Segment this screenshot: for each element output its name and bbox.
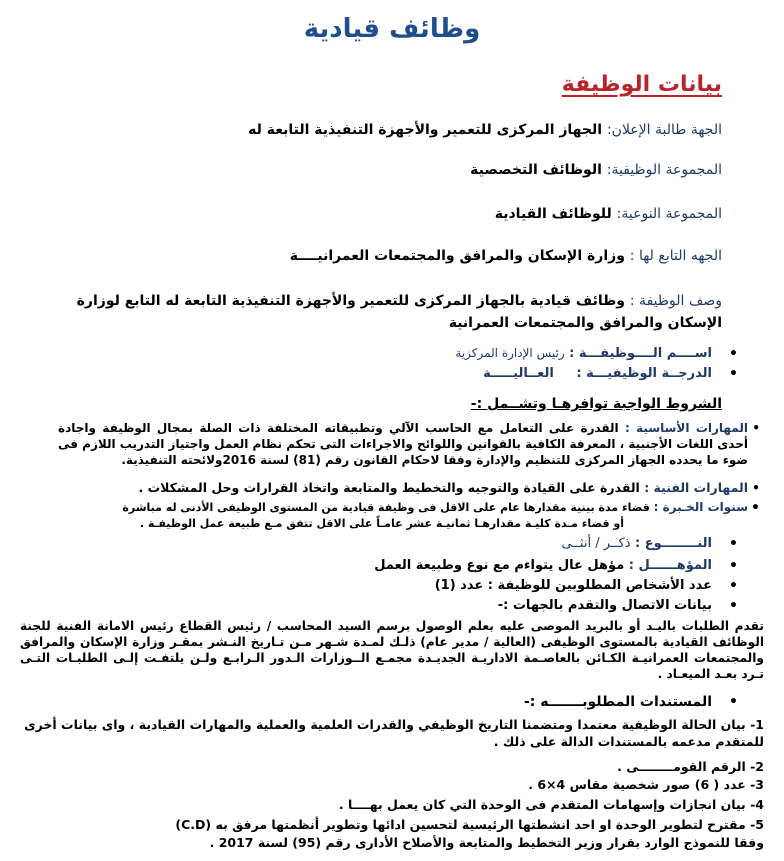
bullet-gender: • النــــــــوع : ذكــر / أنثــى — [561, 536, 738, 552]
bullet-icon: • — [729, 558, 738, 574]
basic-skills: • المهارات الأساسية : القدرة على التعامل مع الحاسب الآلي وتطبيقاته المختلفة ذات الصلة بمجال الوظيفة واجادة أحدى اللغات الأجنبية ، المعرفة الكافية بالقوانين واللوائح والاجراءات التى تحكم نظام العمل واجتياز التدريب اللازم فى ضوء ما يحدده الجهاز المركزى للتنظيم والإدارة وفقا لاحكام القانون رقم (81) لسنة 2016ولائحته التنفيذية. — [58, 421, 760, 467]
field-label: الجهة طالبة الإعلان: — [606, 122, 722, 138]
experience-line2: أو قضاء مـدة كليـة مقدارهـا ثمانيـة عشر عامـاً على الاقل تتفق مـع طبيعة عمل الوظيفـة . — [139, 517, 624, 530]
bullet-icon: • — [729, 536, 738, 552]
bullet-icon: • — [751, 500, 760, 516]
field-requesting-entity — [248, 122, 722, 138]
document-item-4: 4- بيان انجازات وإسهامات المتقدم فى الوحدة التي كان يعمل بهــــا . — [338, 797, 764, 812]
bullet-icon: • — [729, 694, 738, 710]
bullet-icon: • — [752, 480, 760, 495]
bullet-icon: • — [729, 366, 738, 382]
bullet-icon: • — [729, 346, 738, 362]
document-item-2: 2- الرقم القومــــــــى . — [617, 759, 764, 774]
job-description — [42, 290, 722, 334]
field-value: وزارة الإسكان والمرافق والمجتمعات العمرانيــــة — [289, 248, 625, 264]
page-title: وظائف قيادية — [303, 14, 481, 44]
bullet-docs-heading: • المستندات المطلوبـــــــه :- — [523, 694, 738, 710]
field-type-group — [495, 206, 722, 222]
bullet-contact-heading: • بيانات الاتصال والتقدم بالجهات :- — [497, 598, 738, 614]
bullet-job-name: • اســــم الــــوظيفـــة : رئيس الإدارة المركزية — [455, 346, 738, 362]
document-item-1: 1- بيان الحالة الوظيفية معتمدا ومتضمنا التاريخ الوظيفي والقدرات العلمية والعملية والمهارات القيادية ، واى بيانات أخرى للمتقدم مدعمه بالمستندات الدالة على ذلك . — [24, 717, 764, 749]
document-item-3: 3- عدد ( 6) صور شخصية مقاس 4×6 . — [528, 777, 764, 792]
description-value: وظائف قيادية بالجهاز المركزى للتعمير والأجهزة التنفيذية التابعة له التابع لوزارة الإسكان والمرافق والمجتمعات العمرانية — [76, 293, 722, 331]
field-label: المجموعة الوظيفية: — [606, 162, 722, 178]
technical-skills: • المهارات الفنية : القدرة على القيادة والتوجيه والتخطيط والمتابعة واتخاذ القرارات وحل المشكلات . — [138, 480, 760, 495]
field-label: المجموعة النوعية: — [616, 206, 722, 222]
conditions-heading: الشروط الواجبة توافرهـا وتشــمل :- — [470, 396, 722, 412]
description-label: وصف الوظيفة : — [629, 293, 722, 309]
bullet-job-grade: • الدرجــة الوظيفيـــة : العــاليـــــة — [483, 366, 738, 382]
experience: • سنوات الخـبرة : قضاء مدة بينية مقدارها عام على الاقل فى وظيفة قيادية من المستوى الوظيفى الأدنى له مباشرة — [122, 500, 760, 516]
field-value: الوظائف التخصصية — [470, 162, 602, 178]
field-value: للوظائف القيادية — [494, 206, 612, 222]
bullet-icon: • — [729, 578, 738, 594]
document-item-5: 5- مقترح لتطوير الوحدة او احد انشطتها الرئيسية لتحسين ادائها وتطوير أنظمتها مرفق به (C.D) — [175, 817, 764, 832]
bullet-count: • عدد الأشخاص المطلوبين للوظيفة : عدد (1) — [434, 578, 738, 594]
bullet-icon: • — [729, 598, 738, 614]
field-job-group — [470, 162, 722, 178]
contact-text: تقدم الطلبات باليـد أو بالبريد الموصى عليه بعلم الوصول برسم السيد المحاسب / رئيس القطاع رئيس الامانة الفنية للجنة الوظائف القيادية بالمستوى الوظيفى (العالية / مدير عام) ذلـك لمـدة شـهر مـن تـاريخ النـشر بمقـر وزارة الإسكان والمرافق والمجتمعات العمرانيـة الكـائن بالعاصـمة الاداريـة الجديـدة مجمـع الــوزارات الـدور الـرابـع ولـن يلتفـت إلـى الطلبـات التـى تـرد بعـد الميعـاد . — [20, 619, 764, 681]
field-label: الجهه التابع لها : — [629, 248, 722, 264]
document-item-6: وفقا للنموذج الوارد بقرار وزير التخطيط والمتابعة والأصلاح الأدارى رقم (95) لسنة 2017 . — [209, 835, 764, 850]
bullet-icon: • — [752, 421, 760, 435]
field-value: الجهاز المركزى للتعمير والأجهزة التنفيذية التابعة له — [248, 122, 603, 138]
section-heading: بيانات الوظيفة — [561, 72, 722, 97]
field-affiliation — [290, 248, 722, 264]
bullet-qualification: • المؤهــــــل : مؤهل عال يتواءم مع نوع وطبيعة العمل — [374, 558, 738, 574]
